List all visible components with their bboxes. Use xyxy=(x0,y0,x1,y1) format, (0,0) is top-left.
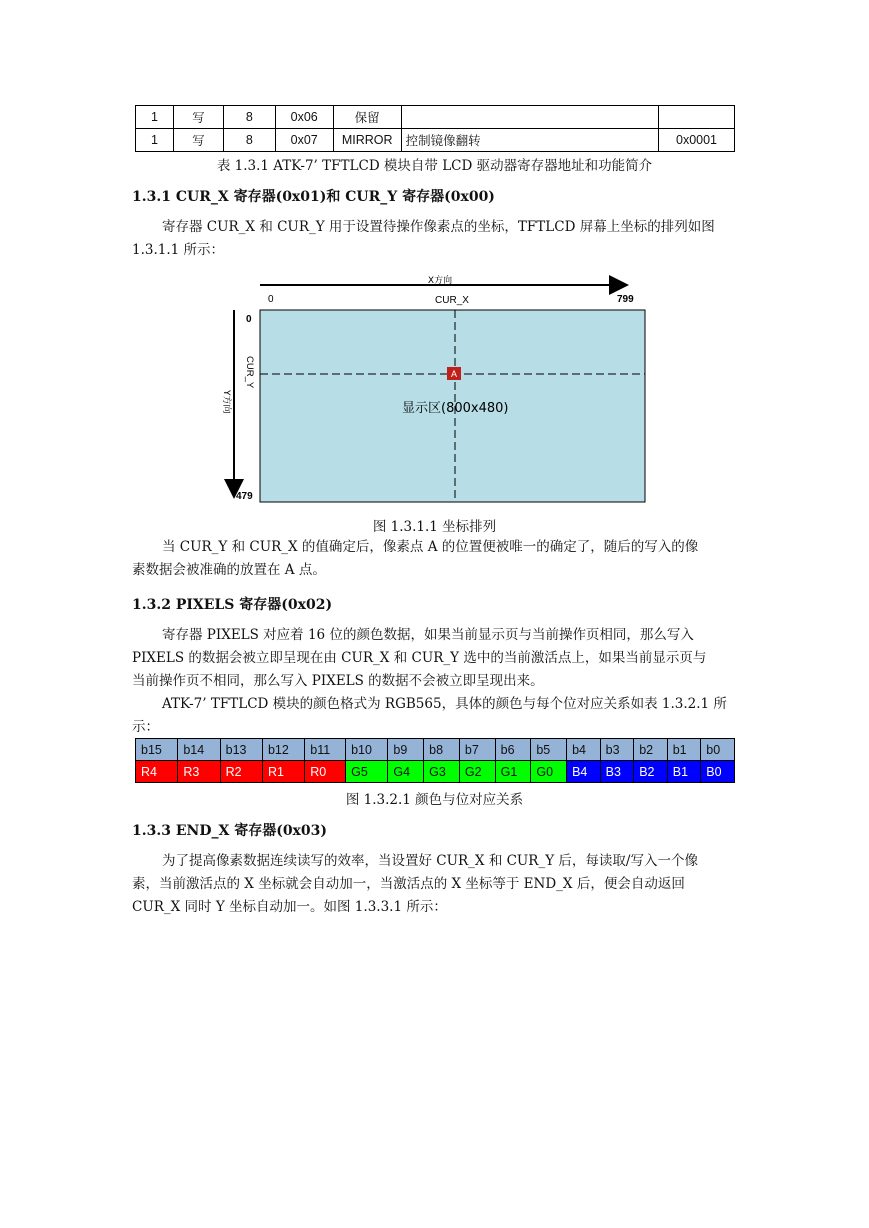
bit-cell: b3 xyxy=(600,739,634,761)
bit-cell: b2 xyxy=(634,739,668,761)
color-cell: B0 xyxy=(701,761,735,783)
paragraph-line: ATK-7’ TFTLCD 模块的颜色格式为 RGB565，具体的颜色与每个位对应关系如表 1.3.2.1 所 xyxy=(162,696,727,712)
paragraph-point-a xyxy=(132,536,737,582)
color-cell: G3 xyxy=(424,761,460,783)
color-cell: B3 xyxy=(600,761,634,783)
table-caption: 表 1.3.1 ATK-7’ TFTLCD 模块自带 LCD 驱动器寄存器地址和功能简介 xyxy=(216,158,653,174)
color-cell: G0 xyxy=(531,761,567,783)
paragraph-line: CUR_X 同时 Y 坐标自动加一。如图 1.3.3.1 所示： xyxy=(132,899,447,915)
table-cell: 8 xyxy=(223,106,275,129)
paragraph-line: 寄存器 PIXELS 对应着 16 位的颜色数据，如果当前显示页与当前操作页相同，那么写入 xyxy=(162,627,694,643)
table-cell: MIRROR xyxy=(333,129,401,152)
bit-cell: b8 xyxy=(424,739,460,761)
bit-cell: b0 xyxy=(701,739,735,761)
table-cell: 控制镜像翻转 xyxy=(401,129,658,152)
table-cell: 1 xyxy=(136,129,174,152)
bit-cell: b11 xyxy=(305,739,346,761)
table-cell xyxy=(659,106,735,129)
bit-cell: b6 xyxy=(495,739,531,761)
cur-x-label: CUR_X xyxy=(435,295,469,306)
section-heading-pixels: 1.3.2 PIXELS 寄存器(0x02) xyxy=(132,597,333,613)
table-row xyxy=(136,761,735,783)
table-row xyxy=(136,129,735,152)
bit-cell: b5 xyxy=(531,739,567,761)
x-direction-label: X方向 xyxy=(427,276,453,286)
table-cell: 0x0001 xyxy=(659,129,735,152)
table-row xyxy=(136,106,735,129)
bit-cell: b7 xyxy=(459,739,495,761)
color-cell: B1 xyxy=(667,761,701,783)
y-direction-label: Y方向 xyxy=(221,390,231,414)
bit-cell: b12 xyxy=(262,739,304,761)
paragraph-pixels xyxy=(132,624,737,739)
table-cell: 0x06 xyxy=(275,106,333,129)
color-cell: G5 xyxy=(346,761,388,783)
y-start-label: 0 xyxy=(246,314,252,325)
section-heading-end-x: 1.3.3 END_X 寄存器(0x03) xyxy=(132,823,328,839)
table-cell: 保留 xyxy=(333,106,401,129)
bit-cell: b4 xyxy=(567,739,601,761)
paragraph-line: 为了提高像素数据连续读写的效率，当设置好 CUR_X 和 CUR_Y 后，每读取/写入一个像 xyxy=(162,853,698,869)
coordinate-figure xyxy=(220,270,660,510)
table-cell: 1 xyxy=(136,106,174,129)
bit-cell: b13 xyxy=(220,739,262,761)
bit-table-caption: 图 1.3.2.1 颜色与位对应关系 xyxy=(345,792,524,808)
color-cell: B2 xyxy=(634,761,668,783)
cur-y-label: CUR_Y xyxy=(244,356,255,389)
color-cell: R0 xyxy=(305,761,346,783)
table-cell xyxy=(401,106,658,129)
table-cell: 写 xyxy=(173,129,223,152)
paragraph-line: 寄存器 CUR_X 和 CUR_Y 用于设置待操作像素点的坐标，TFTLCD 屏幕上坐标的排列如图 xyxy=(162,219,715,235)
point-a-label: A xyxy=(450,369,458,379)
color-cell: R4 xyxy=(136,761,178,783)
color-cell: B4 xyxy=(567,761,601,783)
section-heading-cur-x: 1.3.1 CUR_X 寄存器(0x01)和 CUR_Y 寄存器(0x00) xyxy=(132,189,495,205)
color-cell: G4 xyxy=(388,761,424,783)
table-cell: 写 xyxy=(173,106,223,129)
bit-cell: b1 xyxy=(667,739,701,761)
color-cell: R1 xyxy=(262,761,304,783)
color-cell: R2 xyxy=(220,761,262,783)
color-cell: G2 xyxy=(459,761,495,783)
table-cell: 8 xyxy=(223,129,275,152)
register-table xyxy=(135,105,735,152)
color-cell: G1 xyxy=(495,761,531,783)
paragraph-line: 素数据会被准确的放置在 A 点。 xyxy=(132,562,326,578)
paragraph-end-x xyxy=(132,850,737,919)
paragraph-line: 示： xyxy=(132,719,159,735)
coordinate-diagram xyxy=(220,270,660,510)
bit-cell: b14 xyxy=(178,739,220,761)
bit-cell: b15 xyxy=(136,739,178,761)
table-row xyxy=(136,739,735,761)
paragraph-line: PIXELS 的数据会被立即呈现在由 CUR_X 和 CUR_Y 选中的当前激活点上，如果当前显示页与 xyxy=(132,650,707,666)
x-start-label: 0 xyxy=(268,294,274,305)
y-end-label: 479 xyxy=(236,491,253,502)
bit-cell: b9 xyxy=(388,739,424,761)
table-cell: 0x07 xyxy=(275,129,333,152)
paragraph-line: 素，当前激活点的 X 坐标就会自动加一，当激活点的 X 坐标等于 END_X 后，便会自动返回 xyxy=(132,876,685,892)
figure-caption: 图 1.3.1.1 坐标排列 xyxy=(372,519,497,535)
paragraph-line: 当 CUR_Y 和 CUR_X 的值确定后，像素点 A 的位置便被唯一的确定了，随后的写入的像 xyxy=(162,539,699,555)
paragraph-line: 当前操作页不相同，那么写入 PIXELS 的数据不会被立即呈现出来。 xyxy=(132,673,544,689)
paragraph-cur-xy xyxy=(132,216,737,262)
paragraph-line: 1.3.1.1 所示： xyxy=(132,242,225,258)
bit-mapping-table xyxy=(135,738,735,783)
x-end-label: 799 xyxy=(617,294,634,305)
color-cell: R3 xyxy=(178,761,220,783)
display-area-label: 显示区(800x480) xyxy=(402,401,509,416)
bit-cell: b10 xyxy=(346,739,388,761)
